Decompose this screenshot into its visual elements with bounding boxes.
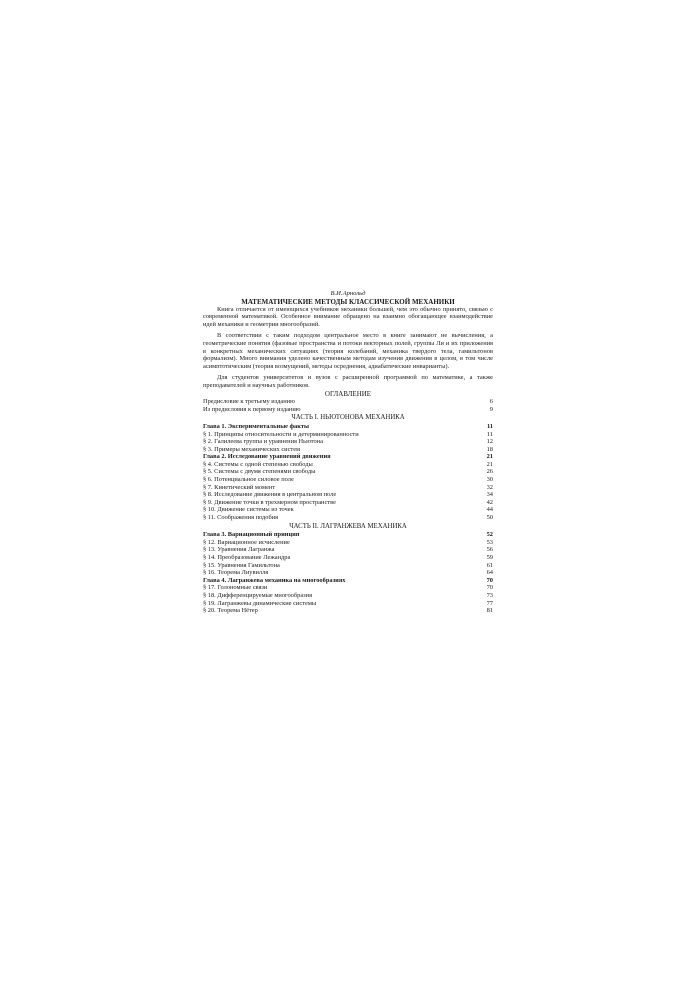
book-page [203,290,493,615]
toc-entry: § 18. Дифференцируемые многообразия [203,591,313,599]
toc-entry: § 9. Движение точки в трехмерном пространстве [203,498,336,506]
annotation-paragraph-3: Для студентов университетов и вузов с расширенной программой по математике, а также преподавателей и научных работников. [203,374,493,389]
toc-page: 34 [486,491,493,499]
toc-entry: § 8. Исследование движения в центральном поле [203,491,337,499]
toc-row [203,476,493,484]
toc-entry: § 1. Принципы относительности и детерминированности [203,430,359,438]
toc-row [203,514,493,522]
toc-row [203,539,493,547]
toc-page: 9 [489,405,493,413]
toc-page: 59 [486,554,493,561]
toc-entry: Предисловие к третьему изданию [203,398,295,406]
chapter-title: Глава 1. Экспериментальные факты [203,422,310,430]
part-title: ЧАСТЬ I. НЬЮТОНОВА МЕХАНИКА [291,414,405,422]
toc-row [203,600,493,608]
toc-row [203,607,493,615]
toc-row [203,484,493,492]
toc-row [203,562,493,570]
toc-entry: § 4. Системы с одной степенью свободы [203,460,313,468]
chapter-row [203,531,493,539]
toc-page: 11 [486,430,493,438]
chapter-row [203,423,493,431]
part-title: ЧАСТЬ II. ЛАГРАНЖЕВА МЕХАНИКА [289,522,407,530]
toc-page: 77 [486,599,493,607]
toc-page: 42 [486,498,493,506]
toc-entry: § 11. Соображения подобия [203,514,279,522]
toc-page: 70 [486,576,493,584]
annotation-paragraph-2: В соответствии с таким подходом центральное место в книге занимают не вычисления, а геометрические понятия (фазовые пространства и потоки векторных полей, группы Ли и их приложения в конкретных механических ситуациях (теория колебаний, механика твердого тела, гамильтонов формализм). Много внимания уделено качественным методам изучения движения в целом, в том числе асимптотическим (теория возмущений, методы осреднения, адиабатические инварианты). [203,332,493,370]
toc-row [203,461,493,469]
toc-page: 56 [486,546,493,554]
toc-row [203,506,493,514]
toc-page: 61 [486,561,493,569]
toc-row [203,491,493,499]
toc-entry: § 10. Движение системы из точек [203,506,294,514]
toc-entry: § 13. Уравнения Лагранжа [203,546,275,554]
toc-entry: § 2. Галилеева группа и уравнения Ньютона [203,438,323,446]
toc-row [203,446,493,454]
toc-page: 44 [486,506,493,514]
toc-entry: § 6. Потенциальное силовое поле [203,476,294,484]
toc-page: 64 [486,569,493,577]
toc-row [203,431,493,439]
toc-page: 18 [486,445,493,453]
contents-heading: ОГЛАВЛЕНИЕ [324,389,372,398]
table-of-contents [203,398,493,615]
toc-page: 6 [489,398,493,406]
toc-page: 73 [486,591,493,599]
toc-row [203,584,493,592]
toc-row [203,406,493,414]
toc-page: 30 [486,476,493,484]
toc-entry: § 16. Теорема Лиувилля [203,569,269,577]
toc-page: 32 [486,483,493,491]
annotation-paragraph-1: Книга отличается от имеющихся учебников механики большей, чем это обычно принято, связью с современной математикой. Особенное внимание обращено на взаимно обогащающее взаимодействие идей механики и геометрии многообразий. [203,305,493,328]
toc-page: 70 [486,584,493,592]
toc-entry: § 17. Голономные связи [203,584,268,592]
toc-page: 11 [486,422,493,430]
book-title: МАТЕМАТИЧЕСКИЕ МЕТОДЫ КЛАССИЧЕСКОЙ МЕХАНИКИ [241,297,455,306]
author: В.И.Арнольд [330,290,366,297]
toc-page: 50 [486,514,493,522]
toc-page: 12 [486,438,493,446]
toc-page: 81 [486,607,493,615]
toc-entry: § 15. Уравнения Гамильтона [203,561,280,569]
toc-page: 21 [486,460,493,468]
toc-row [203,569,493,577]
chapter-title: Глава 3. Вариационный принцип [203,531,300,539]
toc-row [203,554,493,562]
toc-page: 21 [486,453,493,461]
toc-row [203,468,493,476]
toc-entry: § 14. Преобразование Лежандра [203,554,291,561]
toc-entry: § 7. Кинетический момент [203,483,276,491]
toc-entry: § 12. Вариационное исчисление [203,538,290,546]
toc-entry: § 3. Примеры механических систем [203,445,301,453]
toc-entry: § 19. Лагранжевы динамические системы [203,599,317,607]
toc-page: 26 [486,468,493,476]
chapter-row [203,453,493,461]
toc-page: 52 [486,531,493,539]
chapter-title: Глава 4. Лагранжева механика на многообразиях [203,576,346,584]
toc-entry: § 20. Теорема Нётер [203,607,258,615]
toc-entry: § 5. Системы с двумя степенями свободы [203,468,316,476]
toc-row [203,592,493,600]
toc-row [203,499,493,507]
toc-row [203,398,493,406]
toc-row [203,438,493,446]
chapter-title: Глава 2. Исследование уравнений движения [203,453,331,461]
toc-entry: Из предисловия к первому изданию [203,405,301,413]
toc-row [203,546,493,554]
chapter-row [203,577,493,585]
toc-page: 53 [486,538,493,546]
